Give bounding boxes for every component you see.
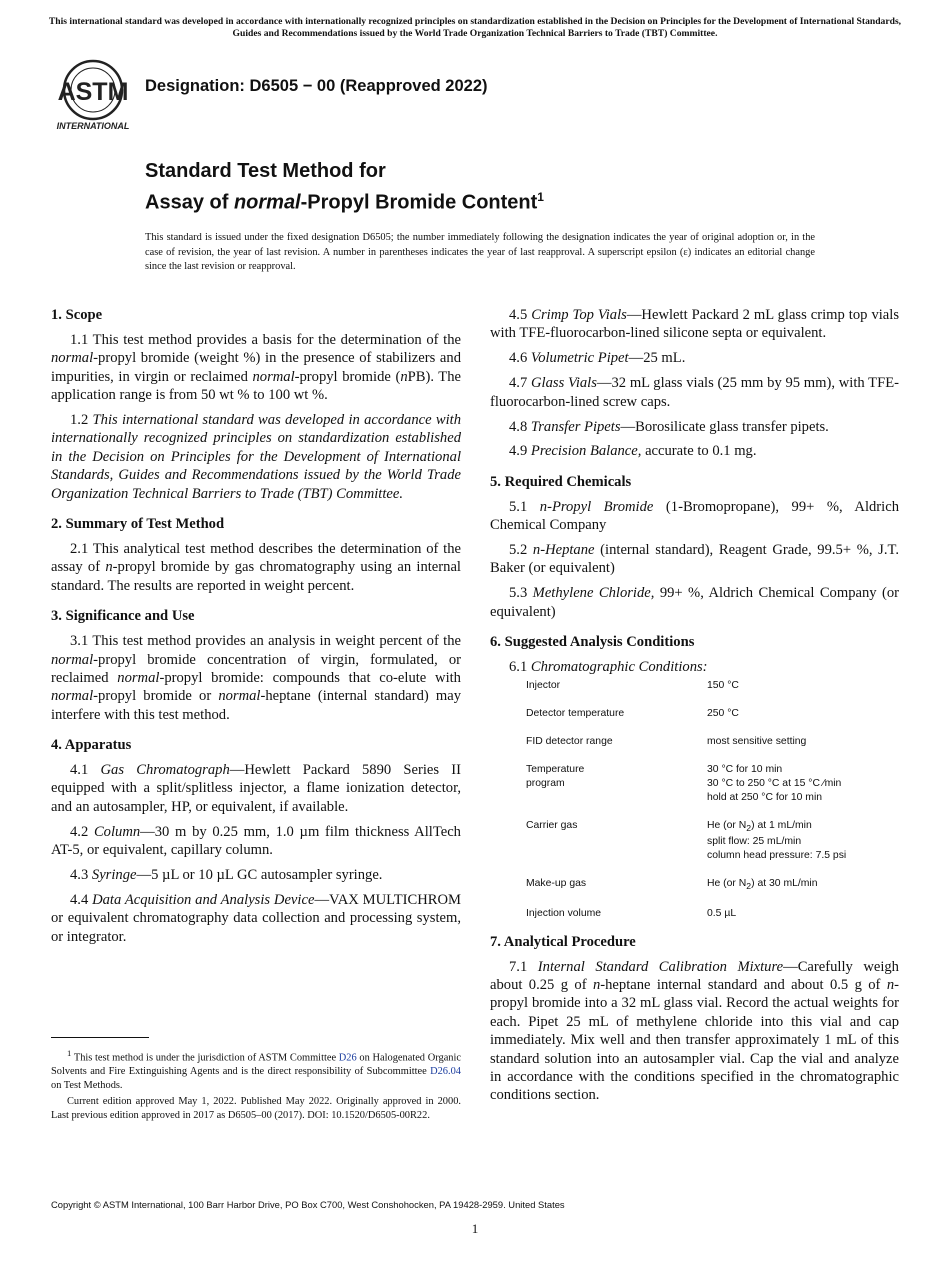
paragraph-4-7: 4.7 Glass Vials—32 mL glass vials (25 mm by 95 mm), with TFE-fluorocarbon-lined screw caps.: [490, 375, 899, 410]
committee-link[interactable]: D26: [338, 1052, 357, 1064]
tbt-notice: This international standard was developed in accordance with internationally recognized principles on standardization established in the Decision on Principles for the Development of International Standards, Guides and Recommendations issued by the World Trade Organization Technical Barriers to Trade (TBT) Committee.: [48, 16, 902, 39]
paragraph-4-6: 4.6 Volumetric Pipet—25 mL.: [509, 350, 686, 367]
paragraph-4-3: 4.3 Syringe—5 µL or 10 µL GC autosampler syringe.: [70, 867, 383, 884]
footnote-edition: Current edition approved May 1, 2022. Published May 2022. Originally approved in 2000. Last previous edition approved in 2017 as D6505–00 (2017). DOI: 10.1520/D6505-00R22.: [51, 1096, 461, 1122]
section-heading: 2. Summary of Test Method: [51, 516, 225, 533]
right-column: [490, 306, 899, 1111]
document-title: Standard Test Method for Assay of normal-Propyl Bromide Content$^1$: [145, 160, 544, 214]
condition-row: Temperature program 30 °C for 10 min 30 °C to 250 °C at 15 °C ⁄min hold at 250 °C for 10 min: [526, 763, 842, 803]
issue-note: This standard is issued under the fixed designation D6505; the number immediately following the designation indicates the year of original adoption or, in the case of revision, the year of last revision. A number in parentheses indicates the year of last reapproval. A superscript epsilon (ε) indicates an editorial change since the last revision or reapproval.: [145, 232, 815, 272]
page-number: 1: [471, 1221, 479, 1236]
svg-text:ASTM: ASTM: [57, 78, 129, 106]
paragraph-6-1: 6.1 Chromatographic Conditions:: [509, 659, 708, 676]
footnote-rule: [51, 1037, 149, 1038]
paragraph-4-5: 4.5 Crimp Top Vials—Hewlett Packard 2 mL glass crimp top vials with TFE-fluorocarbon-lined silicone septa or equivalent.: [490, 307, 900, 342]
section-heading: 5. Required Chemicals: [490, 473, 632, 490]
footnotes: [51, 1046, 461, 1125]
svg-text:INTERNATIONAL: INTERNATIONAL: [56, 121, 130, 131]
copyright: Copyright © ASTM International, 100 Barr Harbor Drive, PO Box C700, West Conshohocken, PA 19428-2959. United States: [51, 1199, 565, 1210]
astm-logo: [52, 56, 134, 132]
paragraph-4-1: 4.1 Gas Chromatograph—Hewlett Packard 5890 Series II equipped with a split/splitless injector, a flame ionization detector, and an autosampler, HP, or equivalent, if available.: [51, 762, 462, 815]
paragraph-4-8: 4.8 Transfer Pipets—Borosilicate glass transfer pipets.: [509, 418, 829, 435]
paragraph-7-1: 7.1 Internal Standard Calibration Mixture—Carefully weigh about 0.25 g of n-heptane internal standard and about 0.5 g of n-propyl bromide into a 32 mL glass vial. Record the actual weights for each. Pipet 25 mL of methylene chloride into this vial and cap immediately. Mix well and then transfer approximately 1 mL of this standard solution into an autosampler vial. Cap the vial and analyze in accordance with the conditions specified in the chromatographic conditions section.: [490, 958, 899, 1104]
paragraph-2-1: 2.1 This analytical test method describes the determination of the assay of n-propyl bromide by gas chromatography using an internal standard. The results are reported in weight percent.: [51, 540, 461, 594]
section-heading: 4. Apparatus: [51, 737, 132, 754]
section-heading: 1. Scope: [51, 307, 103, 323]
paragraph-5-3: 5.3 Methylene Chloride, 99+ %, Aldrich Chemical Company (or equivalent): [490, 585, 899, 620]
conditions-table: [526, 679, 899, 921]
condition-row: Carrier gas He (or $N_2$) at 1 mL/min split flow: 25 mL/min column head pressure: 7.5 psi: [526, 819, 847, 861]
paragraph-3-1: 3.1 This test method provides an analysis in weight percent of the normal-propyl bromide concentration of virgin, formulated, or reclaimed normal-propyl bromide: compounds that co-elute with normal-propyl bromide or normal-heptane (internal standard) may interfere with this test method.: [51, 633, 461, 723]
condition-row: Injector 150 °C: [526, 679, 739, 691]
subcommittee-link[interactable]: D26.04: [430, 1066, 461, 1078]
condition-row: FID detector range most sensitive setting: [526, 735, 807, 747]
left-column: [51, 306, 461, 953]
paragraph-4-9: 4.9 Precision Balance, accurate to 0.1 mg.: [509, 443, 757, 460]
paragraph-4-4: 4.4 Data Acquisition and Analysis Device—VAX MULTICHROM or equivalent chromatography data collection and processing system, or integrator.: [51, 891, 461, 945]
paragraph-1-2: 1.2 This international standard was developed in accordance with internationally recognized principles on standardization established in the Decision on Principles for the Development of International Standards, Guides and Recommendations issued by the World Trade Organization Technical Barriers to Trade (TBT) Committee.: [51, 412, 462, 502]
paragraph-5-1: 5.1 n-Propyl Bromide (1-Bromopropane), 99+ %, Aldrich Chemical Company: [490, 498, 899, 534]
condition-row: Make-up gas He (or $N_2$) at 30 mL/min: [526, 877, 818, 891]
paragraph-5-2: 5.2 n-Heptane (internal standard), Reagent Grade, 99.5+ %, J.T. Baker (or equivalent): [490, 542, 899, 577]
section-heading: 7. Analytical Procedure: [490, 933, 636, 950]
condition-row: Injection volume 0.5 µL: [526, 907, 737, 919]
paragraph-1-1: 1.1 This test method provides a basis for the determination of the normal-propyl bromide (weight %) in the presence of stabilizers and impurities, in virgin or reclaimed normal-propyl bromide (nPB). The application range is from 50 wt % to 100 wt %.: [51, 331, 462, 404]
section-heading: 3. Significance and Use: [51, 608, 195, 625]
condition-row: Detector temperature 250 °C: [526, 707, 739, 719]
designation: Designation: D6505 − 00 (Reapproved 2022): [145, 77, 488, 95]
footnote-1: $^1$ This test method is under the jurisdiction of ASTM Committee D26 on Halogenated Organic Solvents and Fire Extinguishing Agents and is the direct responsibility of Subcommittee D26.04 on Test Methods.: [51, 1048, 461, 1092]
paragraph-4-2: 4.2 Column—30 m by 0.25 mm, 1.0 µm film thickness AllTech AT-5, or equivalent, capillary column.: [51, 823, 461, 859]
section-heading: 6. Suggested Analysis Conditions: [490, 634, 695, 651]
